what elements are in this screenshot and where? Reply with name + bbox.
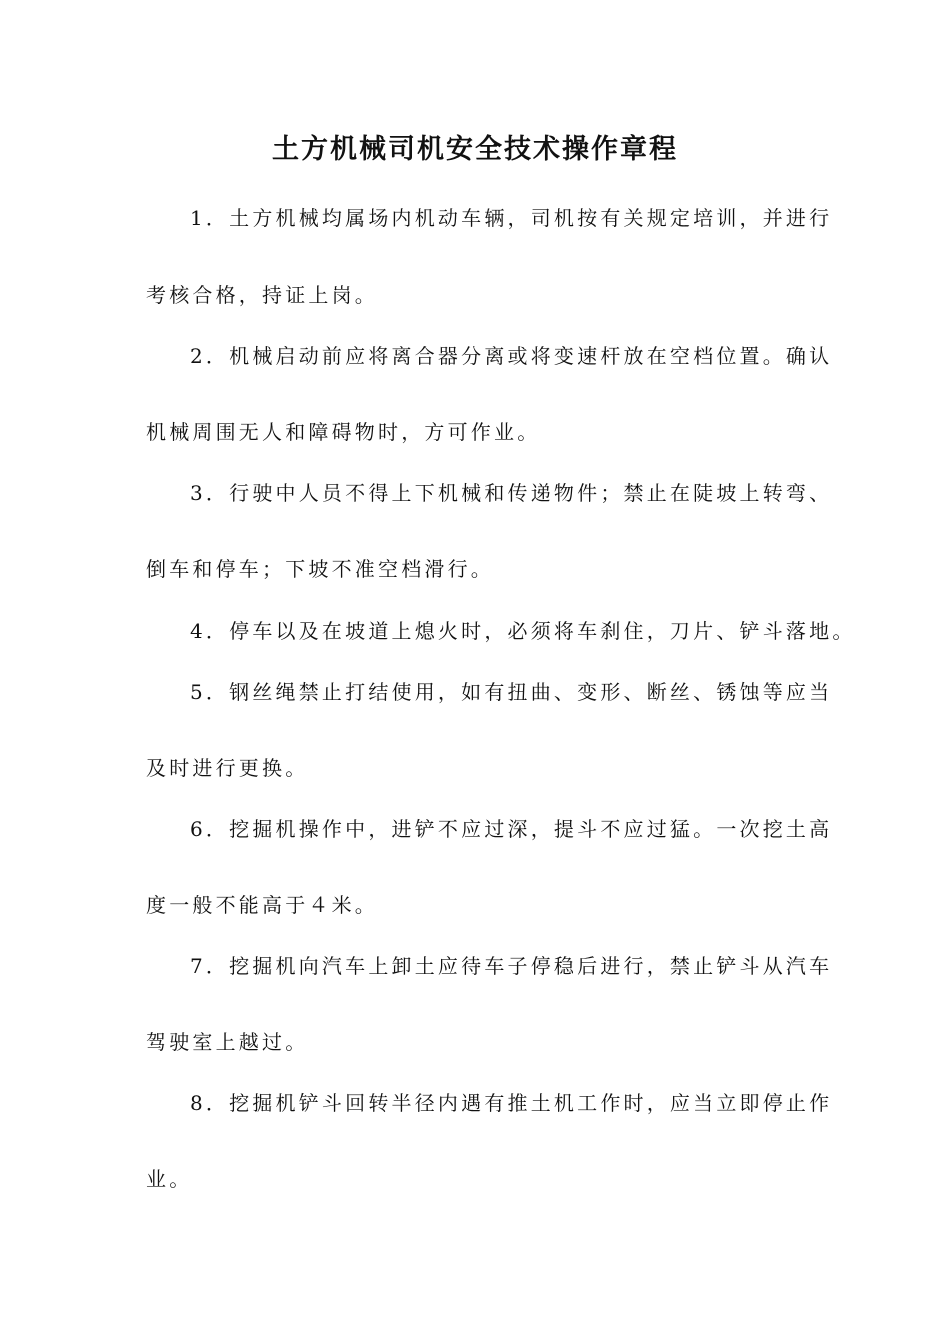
paragraph-5-line-1: 5．钢丝绳禁止打结使用，如有扭曲、变形、断丝、锈蚀等应当 bbox=[190, 680, 833, 704]
paragraph-5-line-2: 及时进行更换。 bbox=[146, 756, 309, 780]
paragraph-3-line-2: 倒车和停车；下坡不准空档滑行。 bbox=[146, 557, 494, 581]
document-title: 土方机械司机安全技术操作章程 bbox=[272, 134, 678, 165]
paragraph-6-line-2: 度一般不能高于４米。 bbox=[146, 893, 378, 917]
paragraph-8-line-2: 业。 bbox=[146, 1167, 193, 1191]
paragraph-2-line-2: 机械周围无人和障碍物时，方可作业。 bbox=[146, 420, 541, 444]
paragraph-1-line-2: 考核合格，持证上岗。 bbox=[146, 283, 378, 307]
paragraph-7-line-1: 7．挖掘机向汽车上卸土应待车子停稳后进行，禁止铲斗从汽车 bbox=[190, 954, 833, 978]
paragraph-7-line-2: 驾驶室上越过。 bbox=[146, 1030, 309, 1054]
paragraph-6-line-1: 6．挖掘机操作中，进铲不应过深，提斗不应过猛。一次挖土高 bbox=[190, 817, 833, 841]
paragraph-2-line-1: 2．机械启动前应将离合器分离或将变速杆放在空档位置。确认 bbox=[190, 344, 833, 368]
paragraph-1-line-1: 1．土方机械均属场内机动车辆，司机按有关规定培训，并进行 bbox=[190, 206, 833, 230]
paragraph-8-line-1: 8．挖掘机铲斗回转半径内遇有推土机工作时，应当立即停止作 bbox=[190, 1091, 833, 1115]
paragraph-4-line-1: 4．停车以及在坡道上熄火时，必须将车刹住，刀片、铲斗落地。 bbox=[190, 619, 856, 643]
paragraph-3-line-1: 3．行驶中人员不得上下机械和传递物件；禁止在陡坡上转弯、 bbox=[190, 481, 833, 505]
